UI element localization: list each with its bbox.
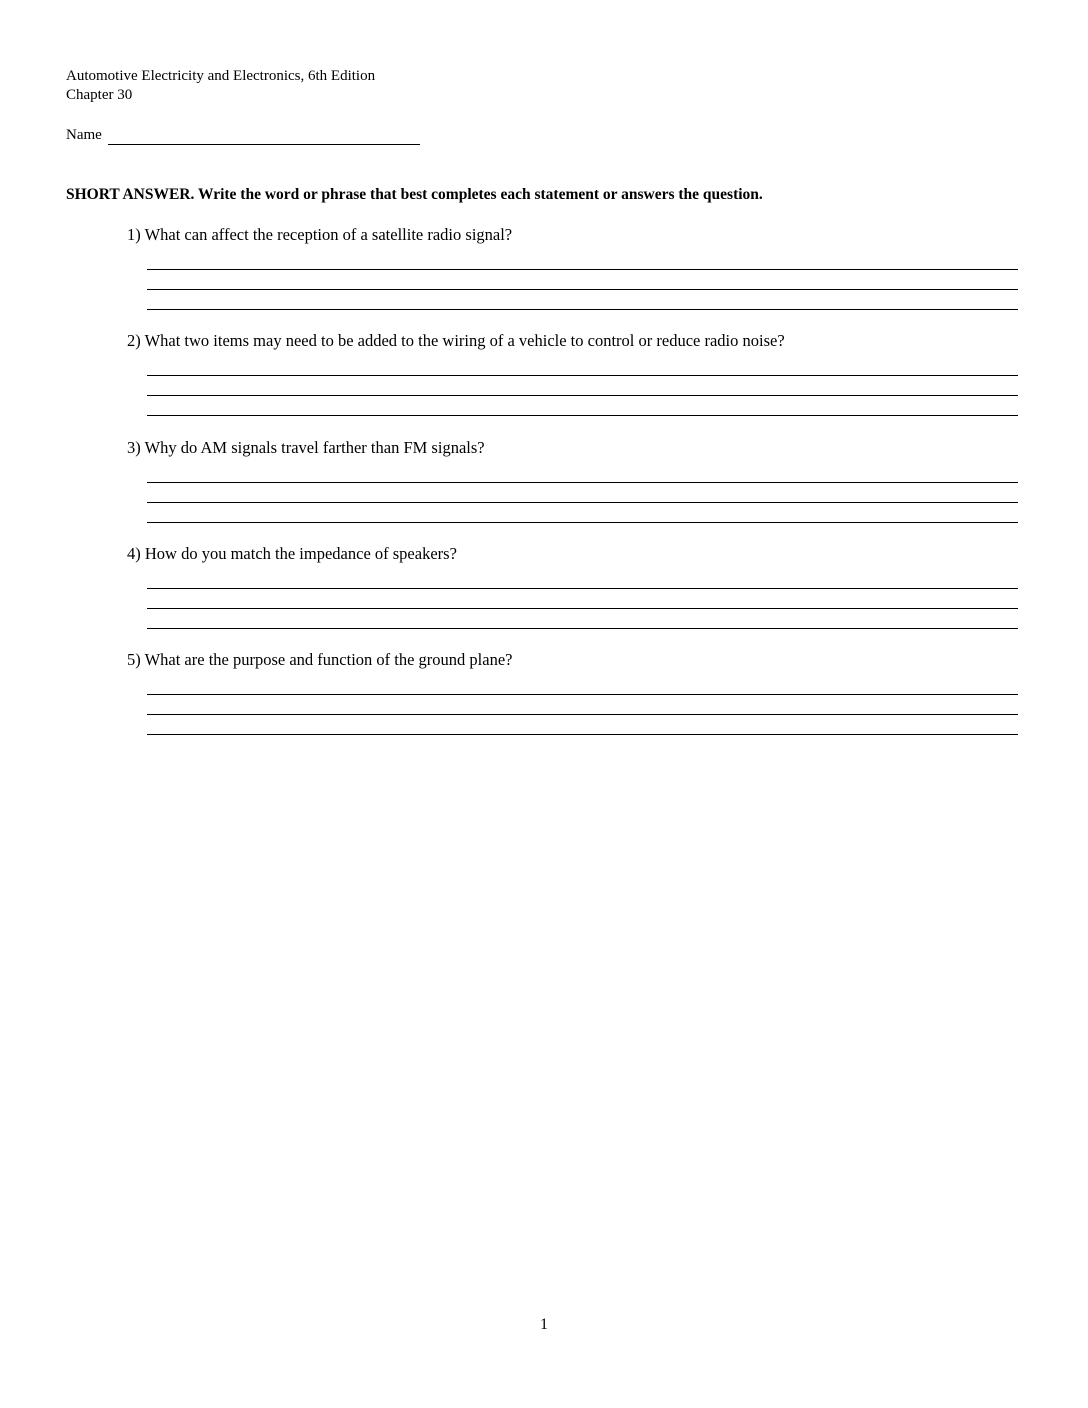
name-field[interactable] xyxy=(108,144,420,145)
answer-line[interactable] xyxy=(147,734,1018,735)
answer-line[interactable] xyxy=(147,289,1018,290)
question-4 xyxy=(127,544,1027,564)
name-label: Name xyxy=(66,127,102,143)
answer-line[interactable] xyxy=(147,628,1018,629)
answer-line[interactable] xyxy=(147,309,1018,310)
question-text: 4) How do you match the impedance of speakers? xyxy=(127,543,457,563)
answer-line[interactable] xyxy=(147,375,1018,376)
answer-line[interactable] xyxy=(147,502,1018,503)
answer-line[interactable] xyxy=(147,522,1018,523)
answer-line[interactable] xyxy=(147,395,1018,396)
answer-line[interactable] xyxy=(147,588,1018,589)
answer-line[interactable] xyxy=(147,269,1018,270)
answer-line[interactable] xyxy=(147,608,1018,609)
answer-line[interactable] xyxy=(147,694,1018,695)
answer-line[interactable] xyxy=(147,482,1018,483)
answer-line[interactable] xyxy=(147,415,1018,416)
page-number: 1 xyxy=(540,1316,548,1333)
question-1 xyxy=(127,225,1027,245)
question-text: 3) Why do AM signals travel farther than FM signals? xyxy=(127,437,485,457)
question-text: 5) What are the purpose and function of the ground plane? xyxy=(127,650,513,670)
question-text: 1) What can affect the reception of a satellite radio signal? xyxy=(127,225,513,244)
question-3 xyxy=(127,438,1027,458)
chapter-label: Chapter 30 xyxy=(66,87,133,103)
question-2 xyxy=(127,331,1027,351)
book-title: Automotive Electricity and Electronics, 6th Edition xyxy=(66,68,376,84)
instructions: SHORT ANSWER. Write the word or phrase that best completes each statement or answers the question. xyxy=(66,186,763,203)
question-5 xyxy=(127,650,1027,670)
question-text: 2) What two items may need to be added to the wiring of a vehicle to control or reduce radio noise? xyxy=(127,331,785,351)
answer-line[interactable] xyxy=(147,714,1018,715)
